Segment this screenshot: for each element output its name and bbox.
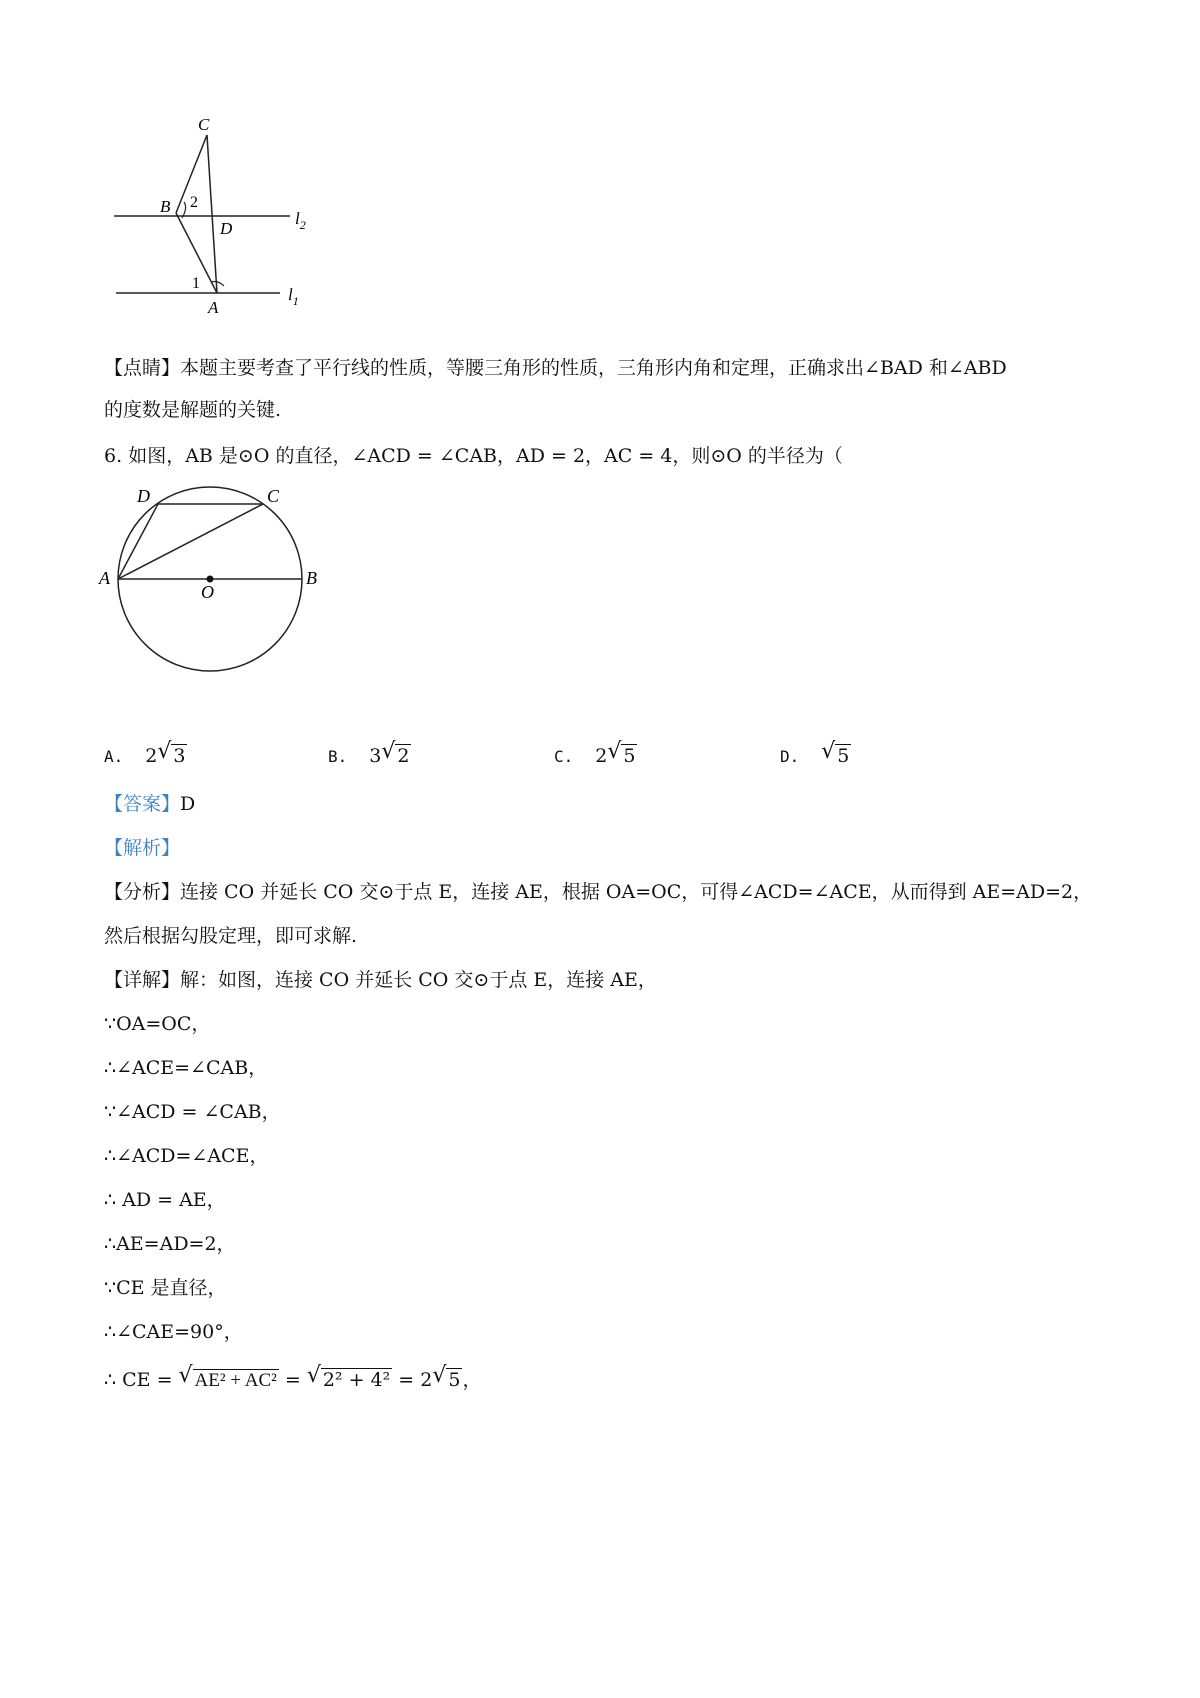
sqrt-1-radicand: AE² + AC² (194, 1370, 277, 1391)
choice-d-radicand: 5 (837, 745, 850, 767)
choice-c-radicand: 5 (623, 745, 636, 767)
choice-c-coef: 2 (595, 745, 608, 767)
question-number: 6. (104, 445, 123, 467)
formula-eq-2: = 2 (392, 1369, 433, 1391)
label-D: D (220, 219, 233, 238)
analysis-line-2 (104, 922, 357, 950)
choice-a-radicand: 3 (173, 745, 186, 767)
label-2: 2 (190, 194, 198, 211)
question-text: 如图，AB 是⊙O 的直径，∠ACD = ∠CAB，AD = 2，AC = 4，则⊙O 的半径为（ (128, 445, 843, 467)
choice-a[interactable] (104, 739, 187, 771)
detail-intro-line (104, 966, 657, 994)
label-1: 1 (192, 275, 200, 292)
detail-step (104, 1230, 236, 1258)
chord-AD (118, 504, 158, 579)
sqrt-2: √ 2² + 4² (306, 1363, 391, 1391)
choice-a-sqrt: √ 3 (157, 739, 186, 767)
choice-b-radicand: 2 (397, 745, 410, 767)
step-text: ∵∠ACD = ∠CAB， (104, 1101, 281, 1123)
choice-d[interactable] (780, 739, 851, 771)
analysis-tag: 【分析】 (104, 881, 181, 903)
analysis-heading (104, 834, 180, 862)
final-formula (104, 1363, 482, 1395)
sqrt-1: √ AE² + AC² (178, 1363, 277, 1391)
detail-step (104, 1318, 243, 1346)
choice-d-sqrt: √ 5 (821, 739, 850, 767)
detail-step (104, 1274, 227, 1302)
choice-b-coef: 3 (369, 745, 382, 767)
detail-step (104, 1098, 281, 1126)
choice-c[interactable] (554, 739, 637, 771)
sqrt-2-radicand: 2² + 4² (322, 1369, 391, 1391)
choice-a-letter: A. (104, 747, 124, 766)
label-B2: B (306, 568, 317, 588)
analysis-text-1: 连接 CO 并延长 CO 交⊙于点 E，连接 AE，根据 OA=OC，可得∠ACD=∠ACE，从而得到 AE=AD=2， (180, 881, 1093, 903)
choice-c-sqrt: √ 5 (607, 739, 636, 767)
detail-step (104, 1142, 268, 1170)
formula-eq-1: = (278, 1369, 307, 1391)
detail-tag: 【详解】 (104, 969, 181, 991)
note-line-2 (104, 396, 281, 424)
answer-line (104, 790, 195, 818)
label-A2: A (99, 568, 110, 588)
label-D2: D (137, 486, 150, 506)
choice-b[interactable] (328, 739, 411, 771)
choice-a-coef: 2 (145, 745, 158, 767)
label-O: O (201, 582, 214, 602)
formula-end: ， (462, 1369, 482, 1391)
step-text: ∵CE 是直径， (104, 1277, 227, 1299)
note-line-1 (104, 354, 1007, 382)
parallel-lines-figure (110, 110, 330, 325)
step-text: ∴∠CAE=90°， (104, 1321, 243, 1343)
choice-b-letter: B. (328, 747, 348, 766)
question-line (104, 442, 843, 470)
formula-prefix: ∴ CE = (104, 1369, 179, 1391)
step-text: ∴∠ACD=∠ACE， (104, 1145, 269, 1167)
choice-b-sqrt: √ 2 (381, 739, 410, 767)
analysis-text-2: 然后根据勾股定理，即可求解. (104, 925, 358, 947)
detail-step (104, 1010, 210, 1038)
step-text: ∴∠ACE=∠CAB， (104, 1057, 268, 1079)
label-C2: C (267, 486, 280, 506)
sqrt-3: √ 5 (432, 1363, 461, 1391)
step-text: ∴ AD = AE， (104, 1189, 226, 1211)
step-text: ∵OA=OC， (104, 1013, 211, 1035)
label-B: B (160, 197, 171, 216)
analysis-line-1 (104, 878, 1092, 906)
label-l2: $l_2$ (295, 209, 306, 232)
note-text-2: 的度数是解题的关键. (104, 399, 282, 421)
step-text: ∴AE=AD=2， (104, 1233, 236, 1255)
note-text-1: 本题主要考查了平行线的性质，等腰三角形的性质，三角形内角和定理，正确求出∠BAD 和∠ABD (180, 357, 1007, 379)
sqrt-3-radicand: 5 (448, 1369, 461, 1391)
label-C: C (198, 115, 210, 134)
chord-AC (118, 504, 263, 579)
segment-CA (207, 135, 217, 293)
note-tag: 【点睛】 (104, 357, 181, 379)
detail-intro: 解：如图，连接 CO 并延长 CO 交⊙于点 E，连接 AE， (180, 969, 657, 991)
detail-step (104, 1054, 267, 1082)
analysis-heading-tag: 【解析】 (104, 837, 181, 859)
circle-figure (95, 480, 335, 680)
choice-d-letter: D. (780, 747, 800, 766)
label-A: A (208, 298, 219, 317)
choice-c-letter: C. (554, 747, 574, 766)
answer-value: D (180, 793, 196, 815)
answer-tag: 【答案】 (104, 793, 181, 815)
label-l1: $l_1$ (288, 285, 299, 308)
detail-step (104, 1186, 226, 1214)
